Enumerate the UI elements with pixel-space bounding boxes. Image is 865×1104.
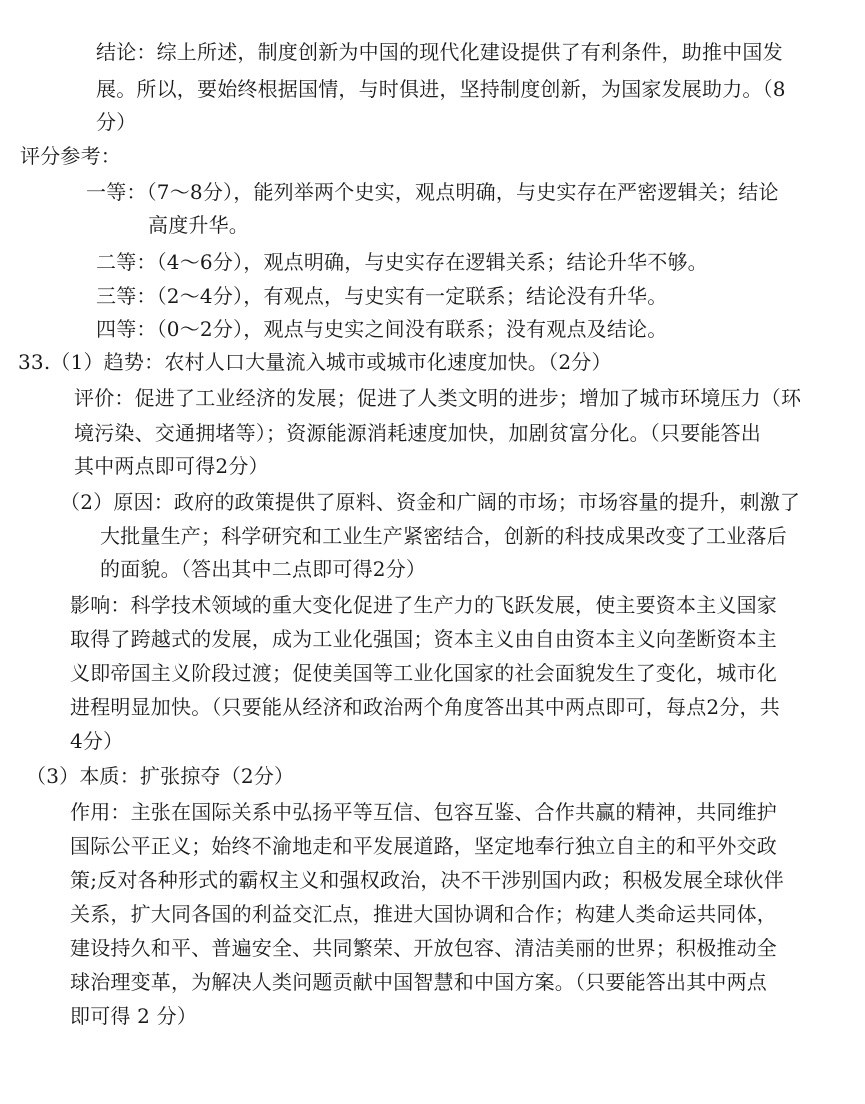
q33-role-line: 国际公平正义；始终不渝地走和平发展道路，坚定地奉行独立自主的和平外交政 (70, 834, 777, 858)
conclusion-line: 分） (96, 110, 137, 134)
q33-reason-line: （2）原因：政府的政策提供了原料、资金和广阔的市场；市场容量的提升，刺激了 (60, 490, 801, 514)
conclusion-line: 结论：综上所述，制度创新为中国的现代化建设提供了有利条件，助推中国发 (96, 40, 783, 64)
grading-tier-line: 高度升华。 (148, 213, 249, 237)
q33-impact-line: 取得了跨越式的发展，成为工业化强国；资本主义由自由资本主义向垄断资本主 (70, 627, 777, 651)
q33-role-line: 即可得 2 分） (70, 1004, 198, 1028)
q33-evaluation-line: 境污染、交通拥堵等）；资源能源消耗速度加快，加剧贫富分化。（只要能答出 (74, 421, 761, 445)
grading-tier-line: 二等：（4～6分），观点明确，与史实存在逻辑关系；结论升华不够。 (96, 250, 708, 274)
q33-impact-line: 4分） (70, 729, 124, 753)
conclusion-line: 展。所以，要始终根据国情，与时俱进，坚持制度创新，为国家发展助力。（8 (96, 77, 786, 101)
q33-role-line: 作用：主张在国际关系中弘扬平等互信、包容互鉴、合作共赢的精神，共同维护 (70, 800, 777, 824)
grading-tier-line: 三等：（2～4分），有观点，与史实有一定联系；结论没有升华。 (96, 284, 668, 308)
q33-trend: 33.（1）趋势：农村人口大量流入城市或城市化速度加快。（2分） (18, 350, 612, 374)
q33-evaluation-line: 评价：促进了工业经济的发展；促进了人类文明的进步；增加了城市环境压力（环 (74, 386, 802, 410)
q33-role-line: 策;反对各种形式的霸权主义和强权政治，决不干涉别国内政；积极发展全球伙伴 (70, 868, 784, 892)
grading-tier-line: 一等：（7～8分），能列举两个史实，观点明确，与史实存在严密逻辑关；结论 (86, 180, 779, 204)
q33-essence: （3）本质：扩张掠夺（2分） (26, 764, 295, 788)
q33-impact-line: 义即帝国主义阶段过渡；促使美国等工业化国家的社会面貌发生了变化，城市化 (70, 661, 777, 685)
q33-impact-line: 影响：科学技术领域的重大变化促进了生产力的飞跃发展，使主要资本主义国家 (70, 593, 777, 617)
grading-title: 评分参考： (20, 144, 121, 168)
q33-reason-line: 的面貌。（答出其中二点即可得2分） (100, 557, 427, 581)
q33-role-line: 关系，扩大同各国的利益交汇点，推进大国协调和合作；构建人类命运共同体， (70, 902, 777, 926)
grading-tier-line: 四等：（0～2分），观点与史实之间没有联系；没有观点及结论。 (96, 317, 668, 341)
q33-evaluation-line: 其中两点即可得2分） (74, 454, 269, 478)
q33-role-line: 建设持久和平、普遍安全、共同繁荣、开放包容、清洁美丽的世界；积极推动全 (70, 936, 777, 960)
q33-role-line: 球治理变革，为解决人类问题贡献中国智慧和中国方案。（只要能答出其中两点 (70, 970, 767, 994)
q33-impact-line: 进程明显加快。（只要能从经济和政治两个角度答出其中两点即可，每点2分，共 (70, 695, 780, 719)
q33-reason-line: 大批量生产；科学研究和工业生产紧密结合，创新的科技成果改变了工业落后 (100, 524, 787, 548)
